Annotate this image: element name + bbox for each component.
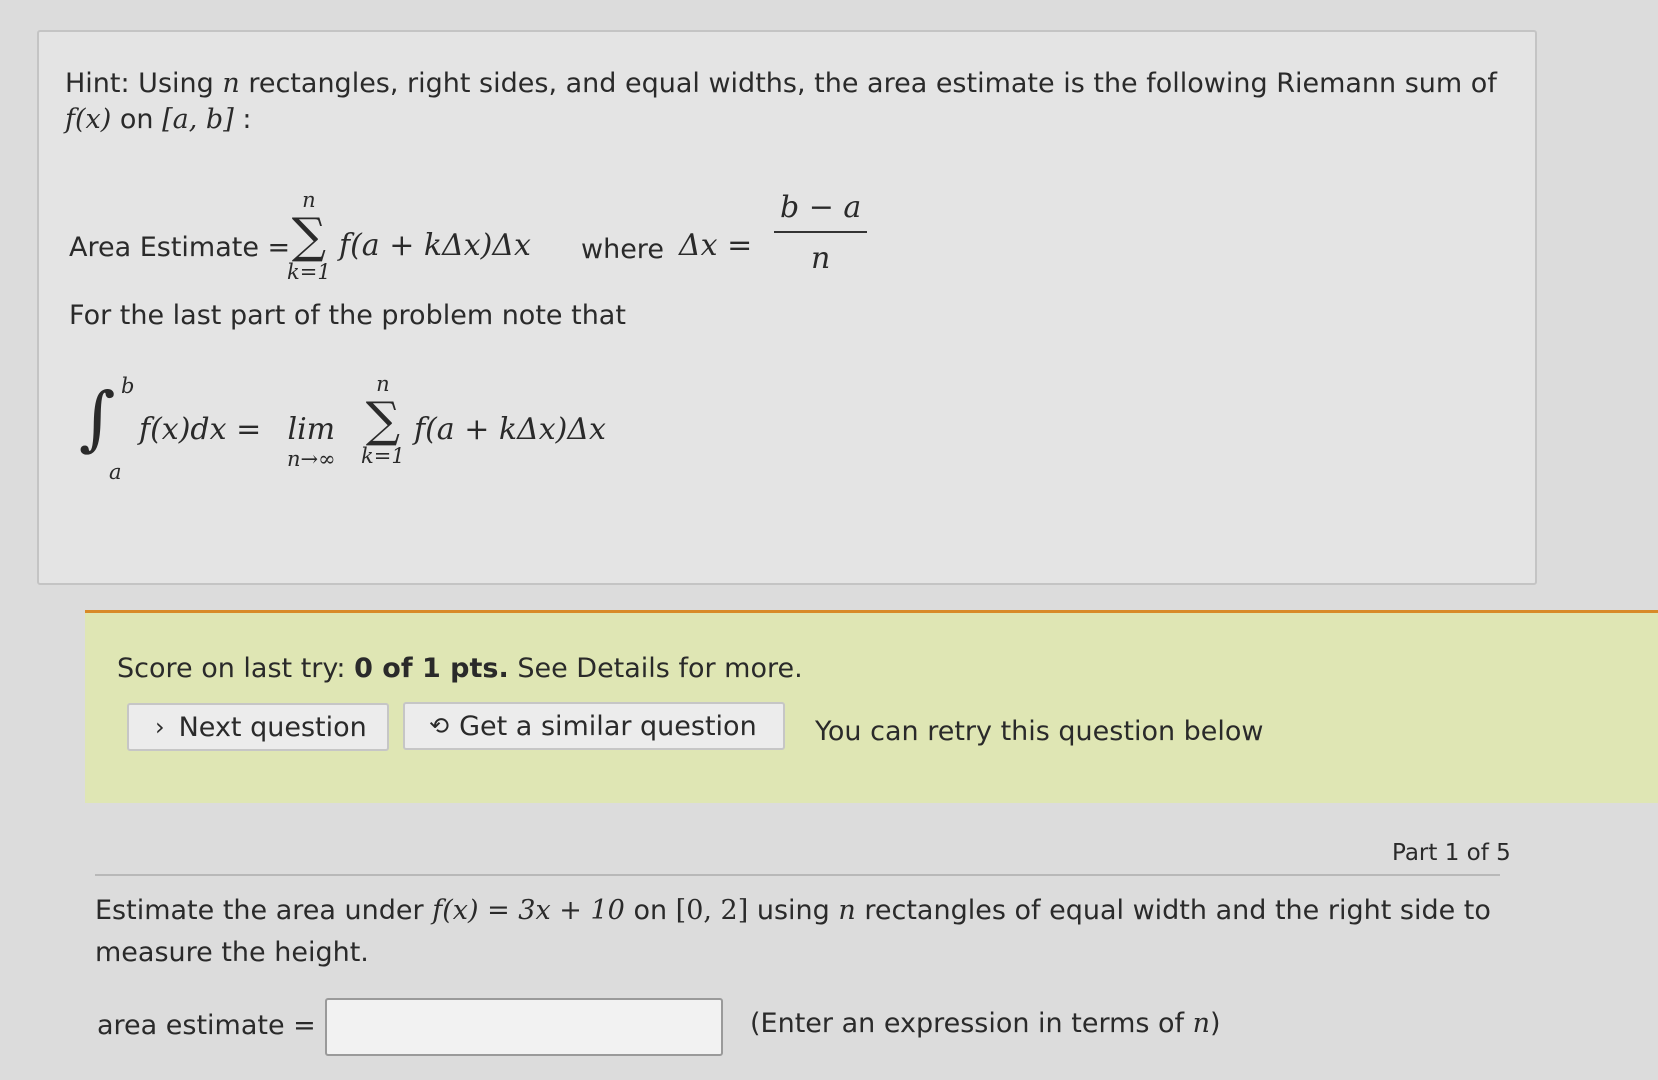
hint-text xyxy=(65,66,1515,138)
fraction-denominator: n xyxy=(810,241,831,276)
area-where: where xyxy=(581,234,664,265)
answer-hint xyxy=(750,1008,1221,1039)
question-function: f(x) = 3x + 10 xyxy=(432,895,625,926)
area-summand: f(a + kΔx)Δx xyxy=(339,228,531,263)
question-suffix: rectangles of equal width and the right side to measure the height. xyxy=(95,895,1491,968)
question-text xyxy=(95,890,1515,974)
answer-hint-suffix: ) xyxy=(1210,1008,1221,1039)
delta-x-fraction xyxy=(774,190,867,276)
area-delta-x: Δx = xyxy=(679,228,753,263)
lim-subscript: n→∞ xyxy=(287,447,336,471)
area-sum-upper: n xyxy=(302,188,316,212)
area-estimate-input[interactable] xyxy=(325,998,723,1056)
hint-box xyxy=(37,30,1537,585)
refresh-icon: ⟲ xyxy=(429,712,450,740)
similar-question-button[interactable] xyxy=(403,702,785,750)
score-text xyxy=(117,653,803,684)
score-panel xyxy=(85,613,1658,803)
sigma-icon: ∑ xyxy=(291,208,326,264)
integral-sum-lower: k=1 xyxy=(361,444,405,468)
answer-hint-prefix: (Enter an expression in terms of xyxy=(750,1008,1185,1039)
integral-sum-upper: n xyxy=(376,372,390,396)
lim-text: lim xyxy=(287,412,336,447)
chevron-right-icon: › xyxy=(155,713,165,741)
hint-interval: [a, b] xyxy=(162,104,234,135)
integral-formula xyxy=(69,372,969,502)
area-estimate-answer-label: area estimate = xyxy=(97,1010,316,1041)
similar-question-label: Get a similar question xyxy=(459,710,757,742)
answer-hint-var: n xyxy=(1192,1008,1211,1039)
question-on: on xyxy=(633,895,668,926)
area-estimate-label: Area Estimate = xyxy=(69,232,291,263)
integral-sign-icon: ∫ xyxy=(79,377,116,459)
integral-upper: b xyxy=(121,374,135,398)
area-estimate-formula xyxy=(69,180,969,300)
hint-fx: f(x) xyxy=(65,104,112,135)
next-question-button[interactable] xyxy=(127,703,389,751)
part-indicator: Part 1 of 5 xyxy=(1392,840,1511,866)
retry-text: You can retry this question below xyxy=(815,716,1264,747)
integral-summand: f(a + kΔx)Δx xyxy=(414,412,606,447)
hint-prefix: Hint: Using xyxy=(65,68,214,99)
hint-n: n xyxy=(222,68,240,99)
integral-sum xyxy=(361,372,405,468)
note-text: For the last part of the problem note that xyxy=(69,300,626,331)
question-using: using xyxy=(756,895,830,926)
area-sum xyxy=(287,188,331,284)
integral-lower: a xyxy=(109,460,122,484)
score-suffix: See Details for more. xyxy=(517,653,803,684)
score-value: 0 of 1 pts. xyxy=(354,653,509,684)
question-n: n xyxy=(838,895,856,926)
hint-middle: rectangles, right sides, and equal widths, the area estimate is the following Riemann sum of xyxy=(248,68,1497,99)
area-sum-lower: k=1 xyxy=(287,260,331,284)
fraction-numerator: b − a xyxy=(774,190,867,233)
part-divider xyxy=(95,874,1500,876)
hint-colon: : xyxy=(242,104,252,135)
next-question-label: Next question xyxy=(178,711,367,743)
hint-on: on xyxy=(119,104,154,135)
integrand: f(x)dx = xyxy=(139,412,262,447)
sigma-icon: ∑ xyxy=(365,392,400,448)
question-interval: [0, 2] xyxy=(675,895,749,926)
question-prefix: Estimate the area under xyxy=(95,895,424,926)
limit xyxy=(287,412,336,471)
score-prefix: Score on last try: xyxy=(117,653,346,684)
